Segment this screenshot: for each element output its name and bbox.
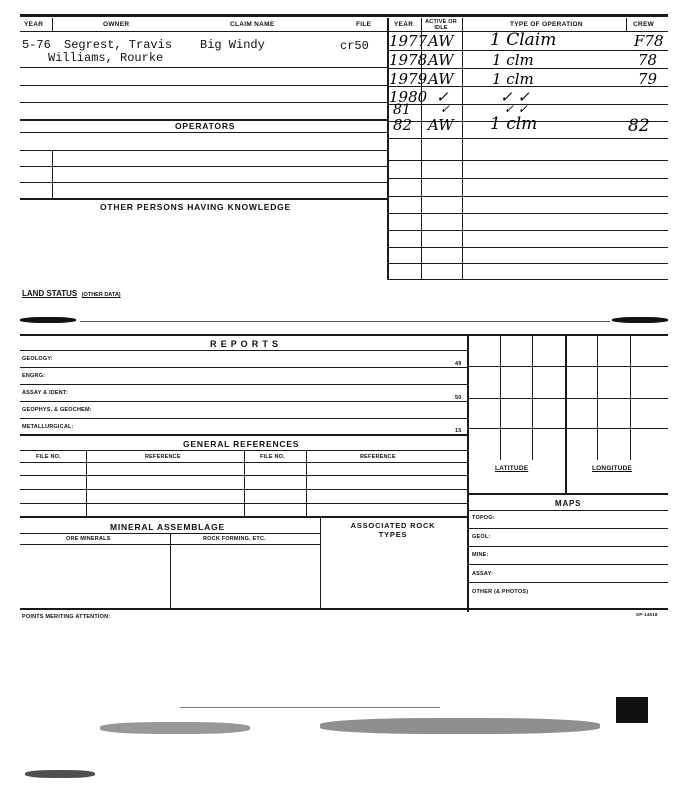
- ref-col-file-no2: FILE NO.: [260, 454, 285, 460]
- reports-under-rule: [20, 350, 467, 351]
- maps-row-geol: GEOL:: [472, 534, 491, 540]
- op-row-3: [20, 182, 387, 183]
- header-type-of-operation: TYPE OF OPERATION: [510, 21, 583, 28]
- activity-status-4: ✓: [436, 88, 449, 106]
- act-row-6: [387, 138, 668, 139]
- scan-noise-3: [25, 770, 95, 778]
- activity-operation-4: ✓ ✓: [500, 88, 530, 106]
- activity-crew-2: 78: [638, 51, 658, 69]
- maps-row-other: OTHER (& PHOTOS): [472, 589, 529, 595]
- maps-row-line-3: [468, 564, 668, 565]
- header-file: FILE: [356, 21, 372, 28]
- act-row-10: [387, 213, 668, 214]
- grid-v-1: [500, 336, 501, 460]
- associated-rock-types-heading: ASSOCIATED ROCK TYPES: [350, 521, 436, 539]
- report-row-2: [20, 384, 467, 385]
- mineral-col-ore: ORE MINERALS: [66, 536, 111, 542]
- mineral-col-rock: ROCK FORMING, ETC.: [203, 536, 266, 542]
- activity-crew-6: 82: [628, 116, 650, 136]
- report-num-assay: 50: [455, 395, 462, 401]
- maps-under: [468, 510, 668, 511]
- row-line-2: [20, 85, 387, 86]
- ref-col-file-no: FILE NO.: [36, 454, 61, 460]
- report-row-1: [20, 367, 467, 368]
- header-active-idle: ACTIVE OR IDLE: [425, 19, 457, 31]
- activity-year-2: 1978: [389, 51, 428, 69]
- act-bottom: [387, 279, 668, 280]
- activity-operation-1: 1 Claim: [490, 30, 557, 50]
- gen-ref-top-rule: [20, 434, 467, 436]
- general-references-heading: GENERAL REFERENCES: [183, 439, 300, 449]
- activity-operation-6: 1 clm: [490, 114, 538, 134]
- grid-h-1: [468, 366, 668, 367]
- header-year2: YEAR: [394, 21, 414, 28]
- grid-v-4: [597, 336, 598, 460]
- other-persons-heading: OTHER PERSONS HAVING KNOWLEDGE: [100, 202, 292, 212]
- header-crew: CREW: [633, 21, 655, 28]
- reports-right-divider: [467, 334, 469, 612]
- activity-status-6: AW: [428, 116, 454, 134]
- mineral-top-rule: [20, 516, 467, 518]
- col-divider-year: [52, 18, 53, 32]
- report-label-engrg: ENGRG:: [22, 373, 46, 379]
- top-border: [20, 14, 668, 17]
- col-divider-active: [462, 18, 463, 280]
- act-row-13: [387, 263, 668, 264]
- land-status-heading: [22, 283, 121, 301]
- op-row-2: [20, 166, 387, 167]
- grid-v-3: [565, 336, 567, 494]
- longitude-label: LONGITUDE: [592, 465, 633, 472]
- activity-operation-5: ✓ ✓: [504, 102, 528, 116]
- maps-row-topog: TOPOG:: [472, 515, 495, 521]
- ref-col-div-3: [306, 450, 307, 516]
- activity-operation-2: 1 clm: [492, 51, 534, 69]
- mineral-col-div: [320, 516, 321, 608]
- form-number: SP-14618: [636, 612, 658, 617]
- header-claim-name: CLAIM NAME: [230, 21, 275, 28]
- maps-row-line-1: [468, 528, 668, 529]
- act-row-12: [387, 247, 668, 248]
- act-row-9: [387, 196, 668, 197]
- scan-dash: [180, 707, 440, 708]
- entry-owner-line2: Williams, Rourke: [48, 51, 164, 65]
- activity-status-1: AW: [428, 32, 454, 50]
- activity-operation-3: 1 clm: [492, 70, 534, 88]
- maps-top-rule: [468, 493, 668, 495]
- report-num-geology: 49: [455, 361, 462, 367]
- activity-status-3: AW: [428, 70, 454, 88]
- activity-year-3: 1979: [389, 70, 428, 88]
- entry-date: 5-76: [22, 38, 51, 52]
- op-tick: [52, 150, 53, 198]
- other-persons-top-rule: [20, 198, 387, 200]
- scan-noise-2: [320, 718, 600, 734]
- report-row-3: [20, 401, 467, 402]
- activity-status-5: ✓: [440, 102, 451, 116]
- report-label-metallurgical: METALLURGICAL:: [22, 424, 74, 430]
- op-row-1: [20, 150, 387, 151]
- maps-row-assay: ASSAY:: [472, 571, 494, 577]
- maps-row-line-2: [468, 546, 668, 547]
- scan-smudge-left: [20, 317, 76, 323]
- act-row-8: [387, 178, 668, 179]
- mineral-assemblage-heading: MINERAL ASSEMBLAGE: [110, 522, 225, 532]
- land-status-sub: (OTHER DATA): [81, 292, 121, 298]
- report-num-metallurgical: 15: [455, 428, 462, 434]
- maps-row-line-4: [468, 582, 668, 583]
- col-divider-crew: [626, 18, 627, 32]
- header-underline: [20, 31, 668, 32]
- scan-block: [616, 697, 648, 723]
- report-label-geophys: GEOPHYS. & GEOCHEM:: [22, 407, 92, 413]
- grid-v-2: [532, 336, 533, 460]
- entry-owner-line1: Segrest, Travis: [64, 38, 173, 52]
- land-status-dash: [80, 321, 610, 322]
- scan-noise-1: [100, 722, 250, 734]
- bottom-rule: [20, 608, 668, 610]
- entry-claim-name: Big Windy: [200, 38, 265, 52]
- row-line-1: [20, 67, 387, 68]
- operators-under-rule: [20, 132, 387, 133]
- header-owner: OWNER: [103, 21, 130, 28]
- activity-year-6: 82: [393, 116, 413, 134]
- act-row-11: [387, 230, 668, 231]
- grid-h-3: [468, 428, 668, 429]
- operators-heading: OPERATORS: [175, 121, 236, 131]
- row-line-3: [20, 102, 387, 103]
- report-row-4: [20, 418, 467, 419]
- ref-col-div-2: [244, 450, 245, 516]
- ref-col-div-1: [86, 450, 87, 516]
- latitude-label: LATITUDE: [495, 465, 529, 472]
- activity-status-2: AW: [428, 51, 454, 69]
- maps-row-mine: MINE:: [472, 552, 489, 558]
- maps-heading: MAPS: [555, 499, 582, 508]
- grid-v-5: [630, 336, 631, 460]
- activity-year-4: 1980: [389, 88, 428, 106]
- reports-heading: R E P O R T S: [210, 339, 279, 349]
- mineral-inner-div: [170, 533, 171, 608]
- activity-year-1: 1977: [389, 32, 428, 50]
- entry-file: cr50: [340, 39, 369, 53]
- points-meriting-attention: POINTS MERITING ATTENTION:: [22, 614, 111, 620]
- scan-smudge-right: [612, 317, 668, 323]
- report-label-geology: GEOLOGY:: [22, 356, 53, 362]
- grid-h-2: [468, 398, 668, 399]
- activity-crew-3: 79: [638, 70, 658, 88]
- activity-year-5: 81: [393, 102, 411, 118]
- land-status-label: LAND STATUS: [22, 289, 78, 298]
- reports-top-rule: [20, 334, 668, 336]
- report-label-assay: ASSAY & IDENT:: [22, 390, 68, 396]
- activity-crew-1: F78: [634, 32, 664, 50]
- ref-col-reference: REFERENCE: [145, 454, 181, 460]
- ref-col-reference2: REFERENCE: [360, 454, 396, 460]
- act-row-7: [387, 160, 668, 161]
- header-year: YEAR: [24, 21, 44, 28]
